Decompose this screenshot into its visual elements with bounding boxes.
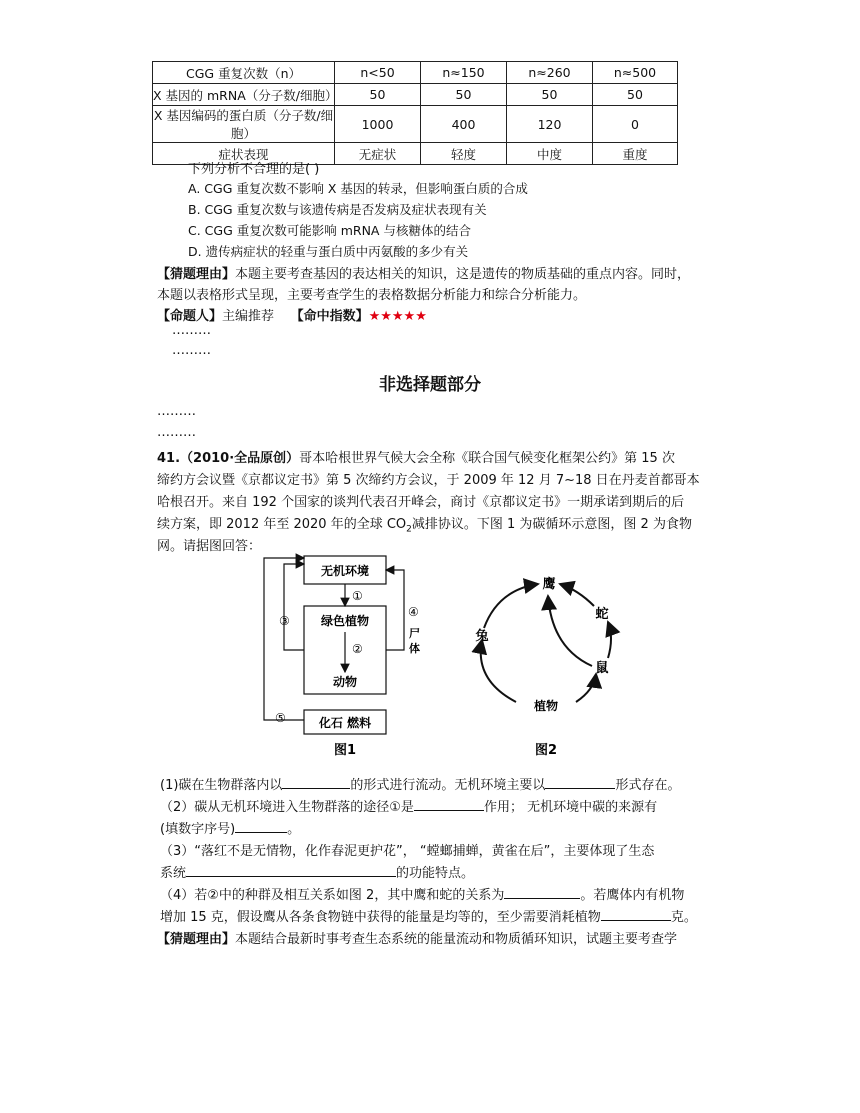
- subquestion-text: （2）碳从无机环境进入生物群落的途径①是: [160, 800, 414, 815]
- node-plants: 植物: [533, 699, 559, 713]
- subquestion-text: 的形式进行流动。无机环境主要以: [350, 778, 546, 793]
- answer-blank[interactable]: [504, 885, 580, 899]
- answer-blank[interactable]: [601, 907, 671, 921]
- label-4: ④: [408, 605, 419, 619]
- table-cell: n≈260: [507, 62, 593, 84]
- arrow-rat-eagle: [548, 596, 592, 666]
- subquestion-1: [160, 774, 680, 793]
- table-cell: CGG 重复次数（n）: [153, 62, 335, 84]
- hit-index-label: 【命中指数】: [290, 309, 369, 324]
- question41-line5: 网。请据图回答：: [157, 539, 262, 554]
- ellipsis: ………: [157, 404, 196, 419]
- author-line: [157, 305, 427, 324]
- box-label-inorganic: 无机环境: [320, 564, 370, 578]
- stem-text: 哥本哈根世界气候大会全称《联合国气候变化框架公约》第 15 次: [299, 451, 675, 466]
- author-label: 【命题人】: [157, 309, 223, 324]
- question-prompt: 下列分析不合理的是( ): [188, 162, 320, 177]
- question-number: 41.: [157, 451, 181, 466]
- section-heading: 非选择题部分: [379, 375, 481, 395]
- answer-blank[interactable]: [235, 819, 287, 833]
- label-1: ①: [352, 589, 363, 603]
- option-a: A. CGG 重复次数不影响 X 基因的转录，但影响蛋白质的合成: [188, 181, 528, 196]
- label-5: ⑤: [275, 711, 286, 725]
- reason-paragraph: [157, 263, 690, 282]
- subquestion-text: (1)碳在生物群落内以: [160, 778, 283, 793]
- rating-stars-icon: ★★★★★: [368, 309, 427, 324]
- reason-text-line2: 本题以表格形式呈现，主要考查学生的表格数据分析能力和综合分析能力。: [157, 288, 587, 303]
- reason-label: 【猜题理由】: [157, 267, 236, 282]
- ellipsis: ………: [172, 343, 211, 358]
- subquestion-text: 。若鹰体内有机物: [580, 888, 685, 903]
- subquestion-text: 系统: [160, 866, 187, 881]
- stem-text: 续方案，即 2012 年至 2020 年的全球 CO: [157, 517, 407, 532]
- table-cell: X 基因的 mRNA（分子数/细胞）: [153, 84, 335, 106]
- reason-label: 【猜题理由】: [157, 932, 236, 947]
- arrow-rat-snake: [608, 622, 611, 658]
- node-rabbit: 兔: [475, 629, 489, 644]
- node-eagle: 鹰: [542, 577, 556, 592]
- table-cell: 50: [335, 84, 421, 106]
- question41-line3: 哈根召开。来自 192 个国家的谈判代表召开峰会，商讨《京都议定书》一期承诺到期后的后: [157, 495, 685, 510]
- table-cell: n≈150: [421, 62, 507, 84]
- question41-line2: 缔约方会议暨《京都议定书》第 5 次缔约方会议，于 2009 年 12 月 7~18 日在丹麦首都哥本: [157, 473, 700, 488]
- co2-subscript: 2: [406, 524, 412, 535]
- table-row: [153, 106, 678, 143]
- option-b: B. CGG 重复次数与该遗传病是否发病及症状表现有关: [188, 202, 487, 217]
- subquestion-text: （4）若②中的种群及相互关系如图 2，其中鹰和蛇的关系为: [160, 888, 505, 903]
- table-cell: X 基因编码的蛋白质（分子数/细胞）: [153, 106, 335, 143]
- subquestion-text: 增加 15 克，假设鹰从各条食物链中获得的能量是均等的，至少需要消耗植物: [160, 910, 601, 925]
- ellipsis: ………: [172, 323, 211, 338]
- table-cell: 症状表现: [153, 143, 335, 165]
- arrow-plant-rat: [576, 674, 596, 702]
- node-snake: 蛇: [595, 607, 609, 622]
- answer-blank[interactable]: [186, 863, 396, 877]
- table-cell: 400: [421, 106, 507, 143]
- question-source: （2010·全品原创）: [180, 451, 300, 466]
- author-value: 主编推荐: [222, 309, 275, 324]
- box-label-green-plants: 绿色植物: [320, 614, 370, 628]
- subquestion-text: (填数字序号): [160, 822, 236, 837]
- label-2: ②: [352, 642, 363, 656]
- subquestion-text: 的功能特点。: [396, 866, 475, 881]
- option-c: C. CGG 重复次数可能影响 mRNA 与核糖体的结合: [188, 223, 471, 238]
- figure2-caption: 图2: [534, 743, 558, 758]
- label-corpse: 体: [409, 642, 420, 655]
- arrow-4: [386, 570, 404, 650]
- option-d: D. 遗传病症状的轻重与蛋白质中丙氨酸的多少有关: [188, 244, 469, 259]
- question41-line4: [157, 513, 692, 535]
- answer-blank[interactable]: [282, 775, 350, 789]
- carbon-cycle-diagram: [258, 550, 428, 760]
- table-cell: 120: [507, 106, 593, 143]
- subquestion-3-cont: [160, 862, 474, 881]
- question41-line1: [157, 447, 675, 466]
- table-cell: 50: [507, 84, 593, 106]
- figure1-caption: 图1: [333, 743, 357, 758]
- table-cell: 50: [421, 84, 507, 106]
- food-web-diagram: [468, 568, 628, 758]
- subquestion-3: （3）“落红不是无情物，化作春泥更护花”， “螳螂捕蝉，黄雀在后”，主要体现了生态: [160, 844, 655, 859]
- subquestion-text: 克。: [670, 910, 697, 925]
- subquestion-text: 作用； 无机环境中碳的来源有: [483, 800, 658, 815]
- arrow-plant-rabbit: [481, 640, 516, 702]
- table-cell: n<50: [335, 62, 421, 84]
- reason-paragraph-41: [157, 928, 677, 947]
- reason-text: 本题结合最新时事考查生态系统的能量流动和物质循环知识，试题主要考查学: [235, 932, 678, 947]
- subquestion-2: [160, 796, 657, 815]
- arrow-rabbit-eagle: [484, 584, 538, 628]
- box-label-fossil-fuel: 化石 燃料: [318, 716, 372, 730]
- table-cell: 重度: [593, 143, 678, 165]
- table-cell: 0: [593, 106, 678, 143]
- table-row: [153, 62, 678, 84]
- cgg-data-table: [152, 61, 678, 165]
- subquestion-2-cont: [160, 818, 300, 837]
- table-cell: 中度: [507, 143, 593, 165]
- arrow-snake-eagle: [560, 584, 594, 606]
- node-rat: 鼠: [595, 661, 609, 676]
- table-cell: 轻度: [421, 143, 507, 165]
- subquestion-4-cont: [160, 906, 697, 925]
- table-row: [153, 84, 678, 106]
- subquestion-4: [160, 884, 684, 903]
- arrow-3: [284, 564, 304, 650]
- reason-text: 本题主要考查基因的表达相关的知识，这是遗传的物质基础的重点内容。同时，: [235, 267, 691, 282]
- subquestion-text: 。: [287, 822, 301, 837]
- table-cell: 50: [593, 84, 678, 106]
- stem-text: 减排协议。下图 1 为碳循环示意图，图 2 为食物: [411, 517, 692, 532]
- table-cell: 无症状: [335, 143, 421, 165]
- table-cell: n≈500: [593, 62, 678, 84]
- table-cell: 1000: [335, 106, 421, 143]
- box-label-animals: 动物: [332, 675, 358, 689]
- answer-blank[interactable]: [414, 797, 484, 811]
- subquestion-text: 形式存在。: [615, 778, 681, 793]
- label-3: ③: [279, 614, 290, 628]
- label-corpse: 尸: [409, 627, 420, 640]
- answer-blank[interactable]: [545, 775, 615, 789]
- ellipsis: ………: [157, 425, 196, 440]
